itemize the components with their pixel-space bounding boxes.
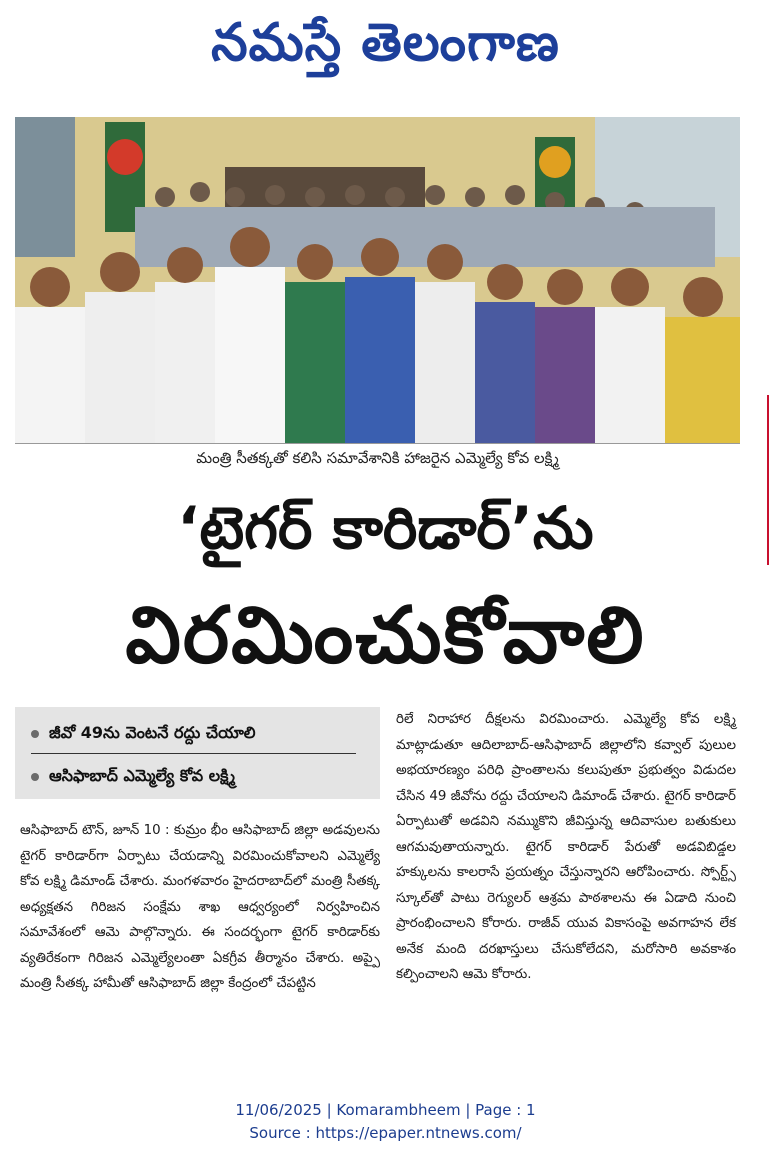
highlight-text: జీవో 49ను వెంటనే రద్దు చేయాలి: [49, 723, 256, 742]
article-column-right: [396, 707, 736, 988]
footer-edition-info: 11/06/2025 | Komarambheem | Page : 1: [235, 1101, 536, 1119]
group-photo-illustration: [15, 117, 740, 443]
bullet-icon: [31, 773, 39, 781]
highlight-item: [31, 719, 351, 747]
article-column-left: [20, 818, 380, 997]
masthead: [0, 0, 771, 110]
highlight-item: [31, 762, 351, 790]
highlight-text: ఆసిఫాబాద్ ఎమ్మెల్యే కోవ లక్ష్మి: [49, 766, 236, 785]
article-text: ఆసిఫాబాద్ టౌన్, జూన్ 10 : కుమ్రం భీం ఆసిఫాబాద్ జిల్లా అడవులను టైగర్ కారిడార్‌గా ఏర్పాటు చేయడాన్ని విరమించుకోవాలని ఎమ్మెల్యే కోవ లక్ష్మి డిమాండ్ చేశారు. మంగళవారం హైదరాబాద్‌లో మంత్రి సీతక్క అధ్యక్షతన గిరిజన సంక్షేమ శాఖ ఆధ్వర్యంలో నిర్వహించిన సమావేశంలో ఆమె పాల్గొన్నారు. ఈ సందర్భంగా టైగర్ కారిడార్‌కు వ్యతిరేకంగా గిరిజన ఎమ్మెల్యేలంతా ఏకగ్రీవ తీర్మానం చేశారు. అప్పై మంత్రి సీతక్క హామీతో ఆసిఫాబాద్ జిల్లా కేంద్రంలో చేపట్టిన: [20, 823, 380, 991]
news-photo: [15, 117, 740, 443]
highlights-box: [15, 707, 380, 799]
headline-line-1: ‘టైగర్ కారిడార్’ను: [177, 494, 594, 562]
newspaper-logo-title: నమస్తే తెలంగాణ: [211, 13, 560, 73]
footer-source-link[interactable]: Source : https://epaper.ntnews.com/: [249, 1124, 522, 1142]
photo-caption: మంత్రి సీతక్కతో కలిసి సమావేశానికి హాజరైన ఎమ్మెల్యే కోవ లక్ష్మి: [15, 443, 740, 474]
bullet-icon: [31, 730, 39, 738]
headline-line-2: విరమించుకోవాలి: [125, 591, 646, 681]
divider: [31, 753, 356, 754]
article-text: రిలే నిరాహార దీక్షలను విరమించారు. ఎమ్మెల్యే కోవ లక్ష్మి మాట్లాడుతూ ఆదిలాబాద్-ఆసిఫాబాద్ జిల్లాలోని కవ్వాల్ పులుల అభయారణ్యం పరిధి ప్రాంతాలను కలుపుతూ ప్రభుత్వం విడుదల చేసిన 49 జీవోను రద్దు చేయాలని డిమాండ్ చేశారు. టైగర్ కారిడార్ ఏర్పాటుతో అడవిని నమ్ముకొని జీవిస్తున్న ఆదివాసుల బతుకులు ఆగమవుతాయన్నారు. టైగర్ కారిడార్ పేరుతో అడవిబిడ్డల హక్కులను కాలరాసే ప్రయత్నం చేస్తున్నారని ఆరోపించారు. స్పోర్ట్స్ స్కూల్‌తో పాటు రెగ్యులర్ ఆశ్రమ పాఠశాలను ఈ ఏడాది నుంచి ప్రారంభించాలని కోరారు. రాజీవ్ యువ వికాసంపై అవగాహన లేక అనేక మంది దరఖాస్తులు చేసుకోలేదని, మరోసారి అవకాశం కల్పించాలని ఆమె కోరారు.: [396, 712, 736, 982]
